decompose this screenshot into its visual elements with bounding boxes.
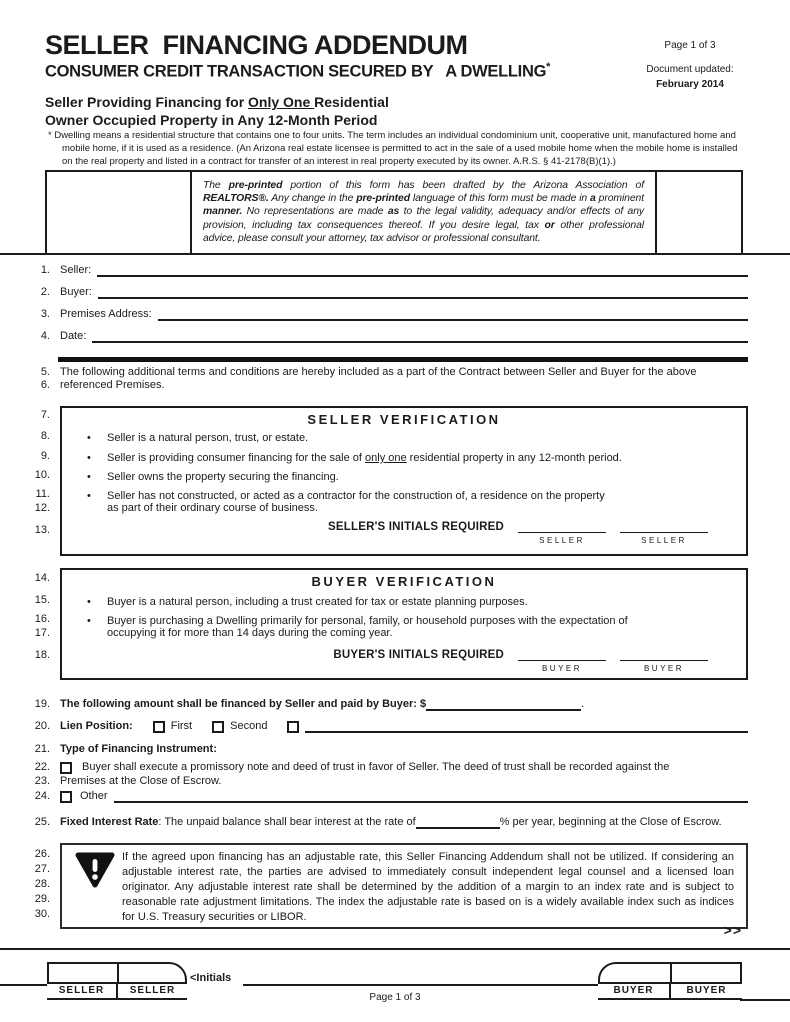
disclaimer-part: The — [203, 180, 229, 191]
line-number: 4. — [40, 330, 50, 342]
bullet-item — [107, 490, 727, 514]
dwelling-footnote: * Dwelling means a residential structure that contains one to four units. The term includes an individual condominium unit, cooperative unit, manufactured home and mobile home, if it is used as a residence. (An Arizona real estate licensee is permitted to act in the sale of a used mobile home when the mobile home is installed on the real property and listed in a contract for transfer of an interest in real property executed by its owner. A.R.S. § 41-2178(B)(1).) — [48, 130, 738, 167]
footer-connector-middle — [243, 984, 598, 986]
amount-row — [0, 697, 748, 711]
disclaimer-part: other professional advice, please consult your attorney, tax advisor or professional consultant. — [203, 219, 644, 244]
initials-caption: <Initials — [190, 972, 232, 984]
buyer-verification-title: BUYER VERIFICATION — [311, 574, 497, 589]
buyer-field-line[interactable] — [98, 286, 748, 299]
disclaimer-text — [192, 172, 655, 253]
initials-sig-label: SELLER — [641, 536, 687, 545]
buyer-initials-cells[interactable] — [598, 962, 742, 984]
disclaimer-part: No representations are made — [242, 206, 388, 218]
buyer-tab-labels — [598, 984, 742, 1000]
seller-initials-line-1[interactable] — [518, 520, 606, 533]
seller-tab-label: SELLER — [58, 985, 105, 996]
disclaimer-right-cell — [655, 172, 741, 253]
line-number: 18. — [34, 649, 50, 661]
intro-line-5 — [0, 365, 748, 379]
tab-divider — [117, 964, 119, 982]
doc-updated-value: February 2014 — [656, 79, 724, 90]
promissory-row-cont — [0, 774, 748, 788]
line-number: 24. — [34, 790, 50, 802]
line-number: 27. — [34, 863, 50, 875]
disclaimer-box — [45, 170, 743, 255]
line-number: 6. — [40, 379, 50, 391]
disclaimer-part: pre-printed — [228, 180, 283, 191]
intro-text: The following additional terms and conditions are hereby included as a part of the Contract between Seller and Buyer for the above — [60, 366, 697, 378]
other-label: Other — [80, 790, 108, 802]
other-instrument-checkbox[interactable] — [60, 791, 72, 803]
bullet-text: Seller has not constructed, or acted as a contractor for the construction of, a residence on the property — [107, 490, 605, 502]
promissory-row — [0, 760, 748, 774]
footer-rule — [0, 948, 790, 950]
line-number: 13. — [34, 524, 50, 536]
line-number: 5. — [40, 366, 50, 378]
disclaimer-part: REALTORS®. — [203, 193, 269, 205]
footer-connector-left — [0, 984, 47, 986]
financing-type-label: Type of Financing Instrument: — [60, 743, 217, 755]
buyers-initials-label: BUYER'S INITIALS REQUIRED — [333, 649, 504, 661]
premises-field-line[interactable] — [158, 308, 748, 321]
lien-second-label: Second — [230, 720, 268, 732]
seller-label: Seller: — [60, 264, 92, 276]
initials-sig-label: BUYER — [541, 664, 583, 673]
line-number: 11. — [35, 488, 50, 500]
line-number: 15. — [34, 594, 50, 606]
date-label: Date: — [60, 330, 87, 342]
bullet-item: • Buyer is a natural person, including a trust created for tax or estate planning purposes. — [107, 596, 727, 608]
tagline-post: Residential — [314, 94, 389, 110]
line-number: 25. — [34, 816, 50, 828]
seller-initials-area — [328, 520, 708, 545]
lien-position-row — [0, 719, 748, 733]
buyer-tab-label: BUYER — [669, 984, 742, 998]
subtitle-text: CONSUMER CREDIT TRANSACTION SECURED BY A DWELLING — [45, 62, 547, 81]
lien-second-checkbox[interactable] — [212, 721, 224, 733]
seller-row — [0, 263, 748, 277]
line-number: 16. — [34, 613, 50, 625]
disclaimer-part: prominent — [595, 193, 644, 205]
interest-rate-text: : The unpaid balance shall bear interest at the rate of — [158, 816, 416, 828]
line-number: 14. — [34, 572, 50, 584]
page-number: Page 1 of 3 — [664, 40, 716, 51]
line-number: 21. — [34, 743, 50, 755]
line-number: 12. — [34, 502, 50, 514]
disclaimer-part: Any change in the — [268, 193, 357, 205]
line-number: 1. — [40, 264, 50, 276]
line-number: 30. — [34, 908, 50, 920]
seller-field-line[interactable] — [97, 264, 748, 277]
seller-tab-label: SELLER — [116, 984, 187, 998]
buyer-tab-label: BUYER — [613, 985, 654, 996]
buyer-initials-2 — [620, 648, 708, 673]
intro-text: referenced Premises. — [60, 379, 165, 391]
lien-first-label: First — [170, 720, 193, 732]
interest-rate-row — [0, 815, 748, 829]
warning-text: If the agreed upon financing has an adjustable rate, this Seller Financing Addendum shall not be utilized. If considering an adjustable interest rate, the parties are advised to immediately consult independent legal counsel and a licensed loan originator. Any adjustable interest rate shall be determined by the addition of a margin to an index rate and is subject to reasonable rate adjustment limitations. The index the adjustable rate is based on is a widely available index such as indices for U.S. Treasury securities or LIBOR. — [122, 851, 734, 923]
disclaimer-part: pre-printed — [356, 193, 410, 205]
warning-icon — [75, 852, 115, 890]
tagline-underlined: Only One — [248, 94, 315, 110]
disclaimer-part: to the legal validity, adequacy and/or effects of any provision, including tax consequences thereof. If you desire legal, tax — [203, 206, 645, 231]
lien-other-field-line[interactable] — [305, 720, 748, 733]
seller-verification-title: SELLER VERIFICATION — [307, 412, 501, 427]
lien-other-checkbox[interactable] — [287, 721, 299, 733]
continuation-marker: >> — [723, 922, 742, 938]
buyer-initials-tab — [598, 962, 742, 1000]
line-number: 10. — [34, 469, 50, 481]
interest-rate-text-post: % per year, beginning at the Close of Escrow. — [499, 816, 722, 828]
divider — [0, 253, 790, 255]
disclaimer-part: or — [544, 219, 555, 231]
initials-sig-label: SELLER — [539, 536, 585, 545]
adjustable-rate-warning-box — [60, 843, 748, 929]
buyer-initials-area — [333, 648, 708, 673]
lien-first-checkbox[interactable] — [153, 721, 165, 733]
buyer-verification-box — [60, 568, 748, 680]
promissory-text-cont: Premises at the Close of Escrow. — [60, 775, 222, 787]
other-instrument-field-line[interactable] — [114, 790, 748, 803]
interest-rate-label: Fixed Interest Rate — [60, 816, 159, 828]
bullet-item — [107, 615, 727, 639]
disclaimer-part: portion of this form has been drafted by the Arizona Association of — [282, 180, 644, 191]
tagline — [45, 93, 389, 129]
amount-period: . — [581, 698, 585, 710]
date-field-line[interactable] — [92, 330, 748, 343]
line-number: 20. — [34, 720, 50, 732]
lien-position-label: Lien Position: — [60, 720, 133, 732]
seller-initials-cells[interactable] — [47, 962, 187, 984]
buyer-initials-1 — [518, 648, 606, 673]
seller-initials-2 — [620, 520, 708, 545]
buyer-row — [0, 285, 748, 299]
tab-divider — [670, 964, 672, 982]
buyer-label: Buyer: — [60, 286, 92, 298]
seller-initials-line-2[interactable] — [620, 520, 708, 533]
bullet-item: • Seller is a natural person, trust, or estate. — [107, 432, 727, 444]
line-number: 17. — [34, 627, 50, 639]
disclaimer-part: language of this form must be made in — [409, 193, 591, 205]
financing-type-row — [0, 742, 748, 756]
bullet-text: Seller is providing consumer financing for the sale of — [107, 452, 366, 464]
line-number: 19. — [34, 698, 50, 710]
seller-initials-1 — [518, 520, 606, 545]
bullet-item — [107, 452, 727, 464]
bullet-item: • Seller owns the property securing the financing. — [107, 471, 727, 483]
footer-page-number: Page 1 of 3 — [369, 992, 421, 1003]
promissory-text: Buyer shall execute a promissory note and deed of trust in favor of Seller. The deed of trust shall be recorded against the — [82, 761, 670, 773]
date-row — [0, 329, 748, 343]
bullet-text: as part of their ordinary course of business. — [107, 502, 318, 514]
subtitle-asterisk: * — [546, 61, 551, 73]
page-subtitle — [45, 61, 550, 82]
promissory-note-checkbox[interactable] — [60, 762, 72, 774]
initials-sig-label: BUYER — [643, 664, 685, 673]
line-number: 2. — [40, 286, 50, 298]
premises-label: Premises Address: — [60, 308, 152, 320]
page-title: SELLER FINANCING ADDENDUM — [45, 30, 468, 60]
line-number: 29. — [34, 893, 50, 905]
intro-line-6 — [0, 378, 748, 392]
disclaimer-part: a — [590, 193, 596, 205]
line-number: 7. — [40, 409, 50, 421]
premises-row — [0, 307, 748, 321]
line-number: 3. — [40, 308, 50, 320]
interest-rate-field-line[interactable] — [416, 816, 500, 829]
only-one-underlined: only one — [365, 452, 407, 464]
document-meta — [620, 38, 760, 92]
line-number: 26. — [34, 848, 50, 860]
line-number: 22. — [34, 761, 50, 773]
disclaimer-part: as — [387, 206, 400, 218]
disclaimer-part: manner. — [203, 206, 243, 218]
line-number: 9. — [40, 450, 50, 462]
amount-label: The following amount shall be financed by Seller and paid by Buyer: $ — [60, 698, 427, 710]
bullet-text: residential property in any 12-month period. — [406, 452, 622, 464]
section-divider — [58, 357, 748, 362]
line-number: 23. — [34, 775, 50, 787]
disclaimer-left-cell — [47, 172, 192, 253]
bullet-text: occupying it for more than 14 days during the coming year. — [107, 627, 393, 639]
other-instrument-row — [0, 789, 748, 803]
sellers-initials-label: SELLER'S INITIALS REQUIRED — [328, 521, 504, 533]
bullet-text: Buyer is purchasing a Dwelling primarily for personal, family, or household purposes with the expectation of — [107, 615, 628, 627]
seller-verification-box — [60, 406, 748, 556]
line-number: 8. — [40, 430, 50, 442]
tagline-line2: Owner Occupied Property in Any 12-Month Period — [45, 112, 378, 128]
doc-updated-label: Document updated: — [646, 64, 734, 75]
line-number: 28. — [34, 878, 50, 890]
amount-field-line[interactable] — [426, 698, 581, 711]
buyer-initials-line-2[interactable] — [620, 648, 708, 661]
buyer-initials-line-1[interactable] — [518, 648, 606, 661]
tagline-pre: Seller Providing Financing for — [45, 94, 249, 110]
